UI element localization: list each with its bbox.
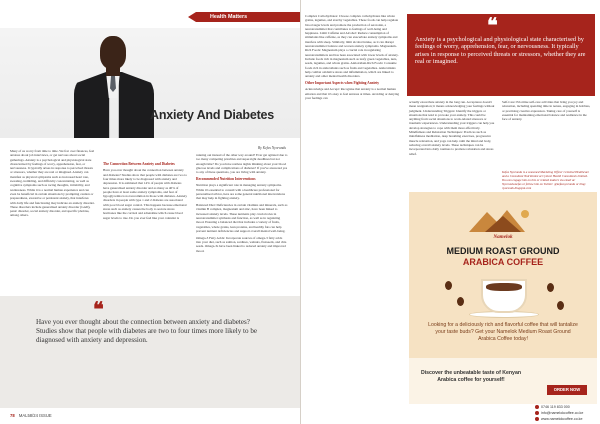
- email[interactable]: info@namelokcoffee.co.ke: [535, 411, 583, 415]
- ad-subheadline: ARABICA COFFEE: [462, 257, 544, 267]
- subheading: The Connection Between Anxiety and Diabetes: [103, 162, 175, 166]
- phone[interactable]: 0746 119 833 000: [535, 405, 570, 409]
- brand-name: Namelok: [493, 234, 513, 240]
- pull-quote: [407, 14, 595, 96]
- column-2: [409, 100, 497, 158]
- pull-quote: [0, 296, 300, 408]
- globe-icon: [535, 417, 539, 421]
- ad-tagline: Discover the unbeatable taste of Kenyan Arabica coffee for yourself!: [420, 370, 522, 383]
- coffee-advert[interactable]: [409, 192, 597, 422]
- paragraph: actually exacerbate anxiety in the long run. Acceptance doesn't mean resignation; it means acknowledging your feelings without judgment. Understanding Triggers: Identify the triggers or situations that tend to provoke your anxiety. This could be anything from social situations to work-related stressors or traumatic experiences. Understanding your triggers can help you develop strategies to cope with them more effectively. Mindfulness and Relaxation Techniques: Practices such as mindfulness meditation, deep breathing exercises, progressive muscle relaxation, and yoga can help calm the mind and body, reducing overall anxiety levels. These techniques can be incorporated into daily routines to promote relaxation and stress relief.: [409, 100, 495, 156]
- quote-icon: ❝: [487, 15, 498, 37]
- quote-icon: ❝: [93, 299, 104, 321]
- page-footer: [10, 413, 52, 418]
- paragraph: Complex Carbohydrates: Choose complex carbohydrates like whole grains, legumes, and starchy vegetables. These foods can help regulate blood sugar levels and promote the production of serotonin, a neurotransmitter that contributes to feelings of well-being and happiness. Limit Caffeine and Alcohol: Reduce consumption of stimulants like caffeine, as they can exacerbate anxiety symptoms and interfere with sleep. Similarly, limit alcohol intake, as it can disrupt neurotransmitter balance and worsen anxiety symptoms. Magnesium-Rich Foods: Magnesium plays a crucial role in regulating neurotransmitters and has been associated with lower levels of anxiety. Include foods rich in magnesium such as leafy green vegetables, nuts, seeds, legumes, and whole grains. Antioxidant-Rich Foods: Consume foods rich in antioxidants such as fruits and vegetables. Antioxidants help combat oxidative stress and inflammation, which are linked to anxiety and other mental health disorders.: [305, 14, 399, 79]
- website[interactable]: www.namelokcoffee.co.ke: [535, 417, 582, 421]
- column-3: [196, 153, 288, 255]
- right-page: [300, 0, 600, 424]
- article-title: Anxiety And Diabetes: [150, 108, 275, 122]
- paragraph: Have you ever thought about the connection between anxiety and diabetes? Studies show that people with diabetes are two to four times more likely to be diagnosed with anxiety and depression. It is estimated that 14% of people with diabetes have generalised anxiety disorder and as many as 40% of people have at least some anxiety symptoms, and fear of hypoglycemia is not uncommon in those with diabetes. Anxiety disorders in people with type 1 and 2 diabetes are associated with poor blood sugar control. This happens because emotional stress such as anxiety causes the body to secrete stress hormones like the cortisol and adrenaline which cause blood sugar levels to rise. Do you ever feel like your calendar is: [103, 168, 187, 220]
- person-figure: [70, 30, 160, 138]
- paragraph: Acknowledge and Accept: Recognise that anxiety is a normal human emotion and that it's okay to feel anxious at times. Avoiding or denying your feelings can: [305, 87, 400, 100]
- pull-quote-text: Anxiety is a psychological and physiological state characterised by feelings of worry, apprehension, fear, or nervousness. It typically arises in response to perceived threats or stressors, whether they are real or imagined.: [415, 36, 586, 66]
- column-3: [502, 100, 592, 124]
- issue-label: MAL58/24 ISSUE: [18, 413, 52, 418]
- ad-body: Looking for a deliciously rich and flavorful coffee that will tantalize your taste buds? Get your Namelok Medium Roast Ground Arabica Coffee today!: [428, 322, 578, 342]
- subheading: Other Important Aspects when Fighting Anxiety: [305, 80, 380, 85]
- column-1: [10, 149, 95, 220]
- subheading: Recommended Nutrition Interventions: [196, 176, 256, 181]
- paragraph: Balanced Diet: Deficiencies in certain vitamins and minerals, such as vitamin B complex, magnesium and zinc, have been linked to increased anxiety levels. These nutrients play crucial roles in neurotransmitter synthesis and function, as well as in regulating mood. Ensuring a balanced diet that includes a variety of fruits, vegetables, whole grains, lean proteins, and healthy fats can help prevent nutrient deficiencies and support overall mental well-being.: [196, 203, 288, 233]
- ad-headline: MEDIUM ROAST GROUND: [446, 246, 560, 256]
- column-1: [305, 14, 401, 103]
- order-now-button[interactable]: ORDER NOW: [547, 385, 587, 395]
- pull-quote-text: Have you ever thought about the connection between anxiety and diabetes? Studies show that people with diabetes are two to four times more likely to be diagnosed with anxiety and depression.: [36, 318, 258, 345]
- ad-footer: [409, 358, 597, 422]
- paragraph: running out instead of the other way around? Ever get agitated due to too many competing priorities and super-tight deadlines but not enough time? Do you have restless nights thinking about your blood glucose levels and complications of diabetes? If you've answered yes to any of these questions, you are living with anxiety.: [196, 153, 288, 175]
- paragraph: Nutrition plays a significant role in managing anxiety symptoms. While it's essential to consult with a healthcare professional for personalised advice, here are some general nutritional interventions that may help in fighting anxiety.: [196, 183, 285, 201]
- paragraph: Many of us worry from time to time. We fret over finances, feel anxious about job interviews, or get nervous about social gatherings. Anxiety is a psychological and physiological state characterised by feelings of worry, apprehension, fear, or nervousness. It typically arises in response to perceived threats or stressors, whether they are real or imagined. Anxiety can manifest as physical symptoms such as increased heart rate, sweating, trembling, and difficulty concentrating, as well as cognitive symptoms such as racing thoughts, irritability, and restlessness. While it is a normal human experience and can even be beneficial in certain situations by prompting caution or preparedness, excessive or persistent anxiety, that interferes with daily life and functioning may indicate an anxiety disorder. These disorders include generalised anxiety disorder (GAD), panic disorder, social anxiety disorder, and specific phobias, among others.: [10, 149, 95, 218]
- mail-icon: [535, 411, 539, 415]
- coffee-cup-icon: [439, 271, 569, 319]
- column-2: [103, 162, 188, 222]
- section-tag: Health Matters: [196, 12, 300, 22]
- phone-icon: [535, 405, 539, 409]
- author-bio: Kefas Nyorundu is a seasoned Marketing Officer Celestial Healthcare and a Consultant Nutritionist at Cynical Health Consultants Limited. You can engage him on this or related matters via email at: Nyorundu.kefas or follow him on Twitter: @kefasnyorundu or blog: nyorundu.blogspot.com: [502, 170, 590, 190]
- page-number: 78: [10, 413, 15, 418]
- byline: By Kefas Nyorundu: [258, 146, 287, 150]
- paragraph: Omega-3 Fatty Acids: Incorporate sources of omega-3 fatty acids into your diet, such as salmon, sardines, walnuts, flaxseeds, and chia seeds. Omega-3s have been linked to reduced anxiety and improved mood.: [196, 235, 287, 253]
- paragraph: Self-Care: Prioritise self-care activities that bring you joy and relaxation, including spending time in nature, engaging in hobbies, or practising creative expression. Taking care of yourself is essential for maintaining emotional balance and resilience in the face of anxiety.: [502, 100, 591, 122]
- mountain-logo-icon: [465, 206, 541, 234]
- contact-bar: [409, 404, 597, 422]
